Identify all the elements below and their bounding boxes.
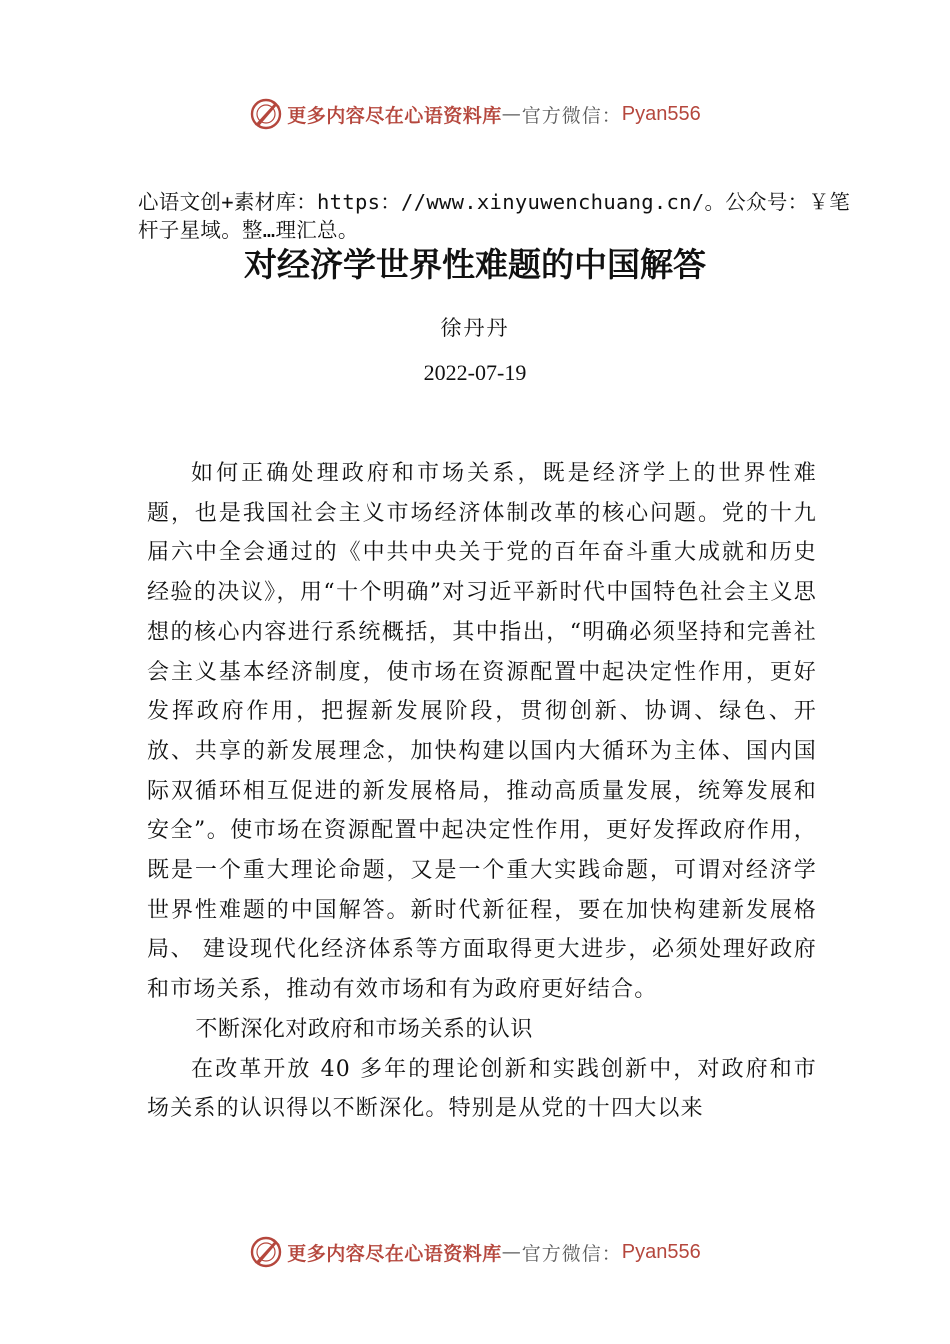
banner-dash: — — [501, 103, 522, 125]
banner-wechat-label: 官方微信： — [521, 1242, 622, 1265]
header-banner — [0, 92, 950, 136]
quill-pen-seal-icon — [249, 97, 283, 131]
banner-slogan: 更多内容尽在心语资料库 — [287, 104, 502, 127]
article-date: 2022-07-19 — [423, 360, 527, 385]
section-heading-1: 不断深化对政府和市场关系的认识 — [195, 1016, 533, 1042]
paragraph-1: 如何正确处理政府和市场关系，既是经济学上的世界性难题，也是我国社会主义市场经济体制改革的核心问题。党的十九届六中全会通过的《中共中央关于党的百年奋斗重大成就和历史经验的决议》，用“十个明确”对习近平新时代中国特色社会主义思想的核心内容进行系统概括，其中指出，“明确必须坚持和完善社会主义基本经济制度，使市场在资源配置中起决定性作用，更好发挥政府作用，把握新发展阶段，贯彻创新、协调、绿色、开放、共享的新发展理念，加快构建以国内大循环为主体、国内国际双循环相互促进的新发展格局，推动高质量发展，统筹发展和安全”。使市场在资源配置中起决定性作用，更好发挥政府作用，既是一个重大理论命题，又是一个重大实践命题，可谓对经济学世界性难题的中国解答。新时代新征程，要在加快构建新发展格局、 建设现代化经济体系等方面取得更大进步，必须处理好政府和市场关系，推动有效市场和有为政府更好结合。 — [147, 461, 817, 1003]
banner-slogan: 更多内容尽在心语资料库 — [287, 1242, 502, 1265]
footer-banner — [0, 1230, 950, 1274]
quill-pen-seal-icon — [249, 1235, 283, 1269]
source-line: 心语文创+素材库：https：//www.xinyuwenchuang.cn/。公众号：￥笔杆子星域。整…理汇总。 — [138, 190, 851, 242]
article-body — [147, 454, 817, 1129]
banner-dash: — — [501, 1241, 522, 1263]
banner-wechat-id: Pyan556 — [621, 1240, 701, 1263]
banner-wechat-id: Pyan556 — [621, 102, 701, 125]
paragraph-2: 在改革开放 40 多年的理论创新和实践创新中，对政府和市场关系的认识得以不断深化。特别是从党的十四大以来 — [147, 1056, 817, 1122]
article-title: 对经济学世界性难题的中国解答 — [244, 245, 706, 284]
banner-wechat-label: 官方微信： — [521, 104, 622, 127]
article-author: 徐丹丹 — [440, 316, 510, 340]
